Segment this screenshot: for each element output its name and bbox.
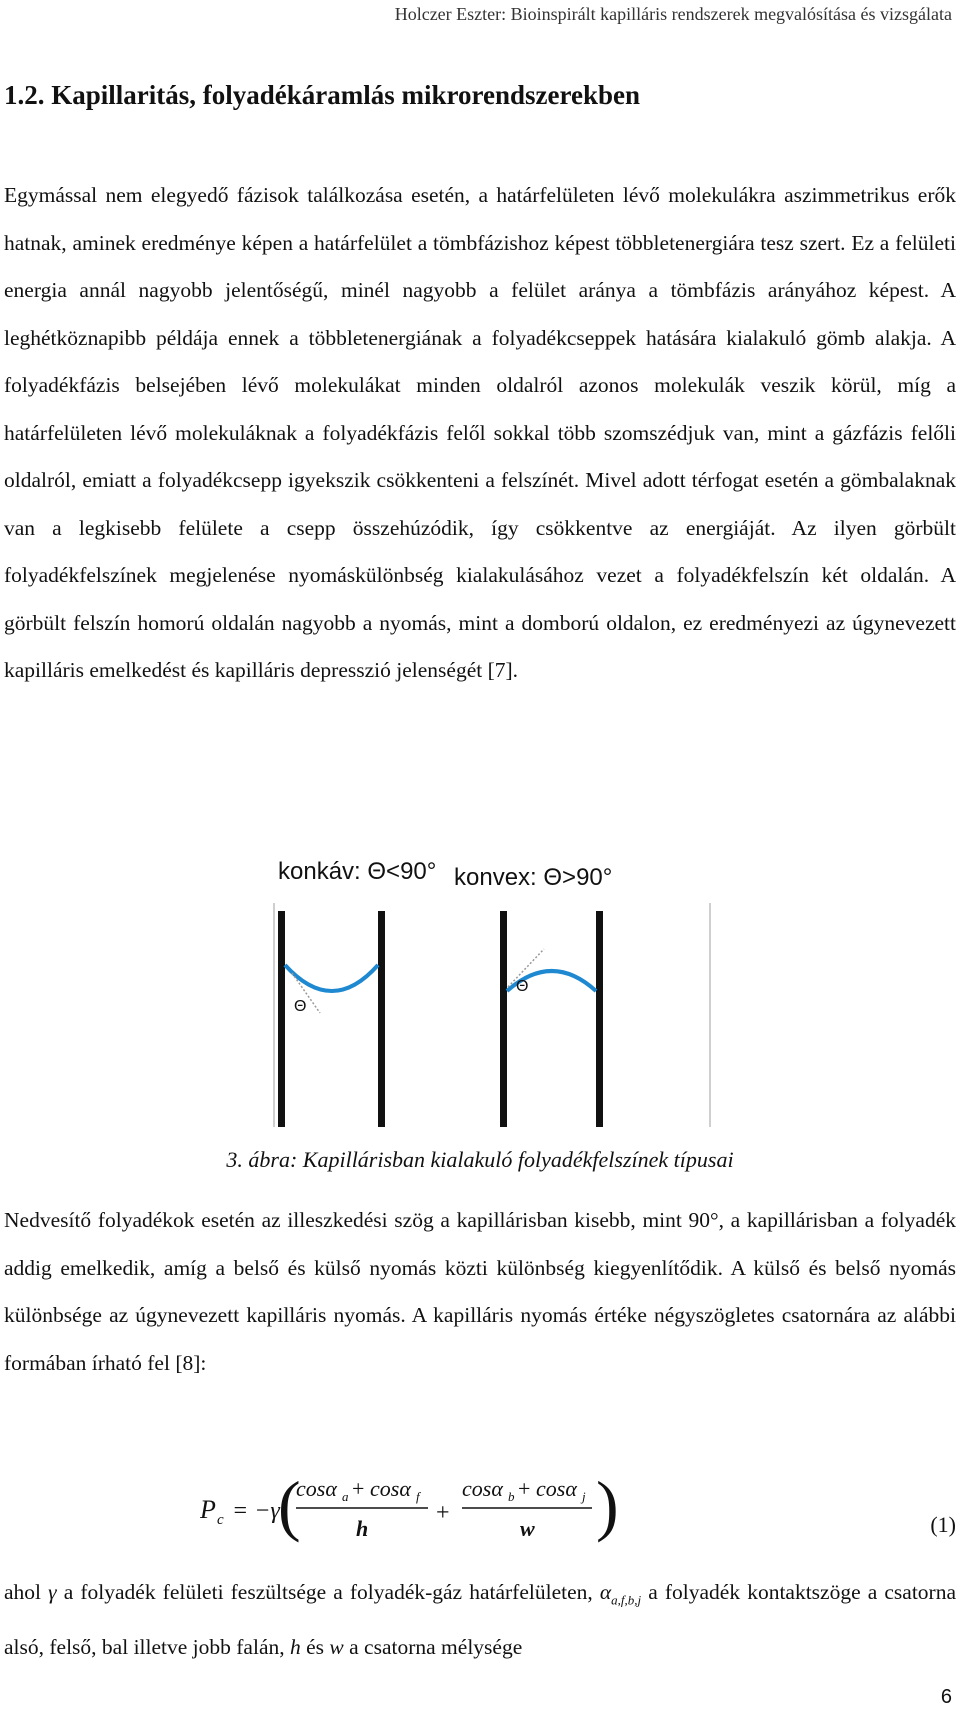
eq-right-paren: ): [596, 1468, 619, 1543]
concave-right-wall: [378, 911, 385, 1127]
eq-num2-b-sub: b: [508, 1489, 515, 1504]
h-variable: h: [290, 1634, 301, 1659]
eq-num1-a: cosα: [296, 1476, 337, 1501]
eq-num1-plus: +: [352, 1476, 365, 1501]
eq-lhs: P: [200, 1495, 216, 1524]
concave-label: konkáv: Θ<90°: [278, 858, 437, 885]
running-header: Holczer Eszter: Bioinspirált kapilláris rendszerek megvalósítása és vizsgálata: [394, 4, 952, 24]
p3-text-1: ahol: [4, 1580, 49, 1604]
figure-caption: 3. ábra: Kapillárisban kialakuló folyadékfelszínek típusai: [226, 1147, 734, 1172]
section-heading: 1.2. Kapillaritás, folyadékáramlás mikrorendszerekben: [4, 80, 641, 110]
convex-theta: Θ: [516, 978, 529, 995]
eq-num1-f: cosα: [370, 1476, 411, 1501]
concave-meniscus: [285, 965, 378, 991]
eq-middle-plus: +: [436, 1500, 450, 1526]
eq-left-paren: (: [278, 1468, 301, 1543]
alpha-subscript: a,f,b,j: [611, 1592, 642, 1608]
p3-text-4: és: [300, 1634, 330, 1659]
convex-right-wall: [596, 911, 603, 1127]
eq-num1-a-sub: a: [342, 1489, 349, 1504]
eq-den2: w: [520, 1516, 535, 1541]
capillary-pressure-equation: [200, 1468, 700, 1554]
p3-text-5: a csatorna mélysége: [343, 1634, 523, 1659]
eq-minus-gamma: = −γ: [232, 1498, 280, 1524]
eq-num2-j-sub: j: [582, 1489, 586, 1504]
alpha-symbol: α: [599, 1580, 612, 1604]
eq-lhs-sub: c: [217, 1512, 224, 1528]
body-paragraph-2: Nedvesítő folyadékok esetén az illeszkedési szög a kapillárisban kisebb, mint 90°, a kapillárisban a folyadék addig emelkedik, amíg a belső és külső nyomás közti különbség kiegyenlítődik. A külső és belső nyomás különbsége az úgynevezett kapilláris nyomás. A kapilláris nyomás értéke négyszögletes csatornára az alábbi formában írható fel [8]:: [4, 1208, 956, 1375]
concave-left-wall: [278, 911, 285, 1127]
concave-theta: Θ: [294, 998, 307, 1015]
equation-block: [0, 1468, 960, 1554]
body-paragraph-1: Egymással nem elegyedő fázisok találkozása esetén, a határfelületen lévő molekulákra aszimmetrikus erők hatnak, aminek eredménye képen a határfelület a tömbfázishoz képest többletenergiára tesz szert. Ez a felületi energia annál nagyobb jelentőségű, minél nagyobb a felület aránya a tömbfázis arányához képest. A leghétköznapibb példája ennek a többletenergiának a folyadékcseppek hatására kialakuló gömb alakja. A folyadékfázis belsejében lévő molekulákat minden oldalról azonos molekulák veszik körül, míg a határfelületen lévő molekuláknak a folyadékfázis felől sokkal több szomszédjuk van, mint a gázfázis felőli oldalról, emiatt a folyadékcsepp igyekszik csökkenteni a felszínét. Mivel adott térfogat esetén a gömbalaknak van a legkisebb felülete a csepp összehúzódik, így csökkentve az energiáját. Az ilyen görbült folyadékfelszínek megjelenése nyomáskülönbség kialakulásához vezet a folyadékfelszín két oldalán. A görbült felszín homorú oldalán nagyobb a nyomás, mint a domború oldalon, ez eredményezi az úgynevezett kapilláris emelkedést és kapilláris depresszió jelenségét [7].: [4, 183, 956, 682]
p3-text-3: a folyadék kontaktszöge a csatorna alsó, felső, bal illetve jobb falán,: [4, 1580, 956, 1659]
capillary-figure: [258, 855, 722, 1133]
convex-left-wall: [500, 911, 507, 1127]
convex-label: konvex: Θ>90°: [454, 864, 613, 891]
eq-den1: h: [356, 1516, 369, 1541]
page-number: 6: [940, 1686, 952, 1708]
p3-text-2: a folyadék felületi feszültsége a folyadék-gáz határfelületen,: [56, 1580, 600, 1604]
equation-number: (1): [930, 1512, 956, 1537]
eq-num2-j: cosα: [536, 1476, 577, 1501]
eq-num2-plus: +: [518, 1476, 531, 1501]
capillary-diagram: [258, 855, 722, 1133]
w-variable: w: [329, 1634, 344, 1659]
gamma-symbol: γ: [48, 1580, 57, 1604]
eq-num1-f-sub: f: [416, 1489, 420, 1504]
body-paragraph-3: [4, 1569, 956, 1671]
eq-num2-b: cosα: [462, 1476, 503, 1501]
